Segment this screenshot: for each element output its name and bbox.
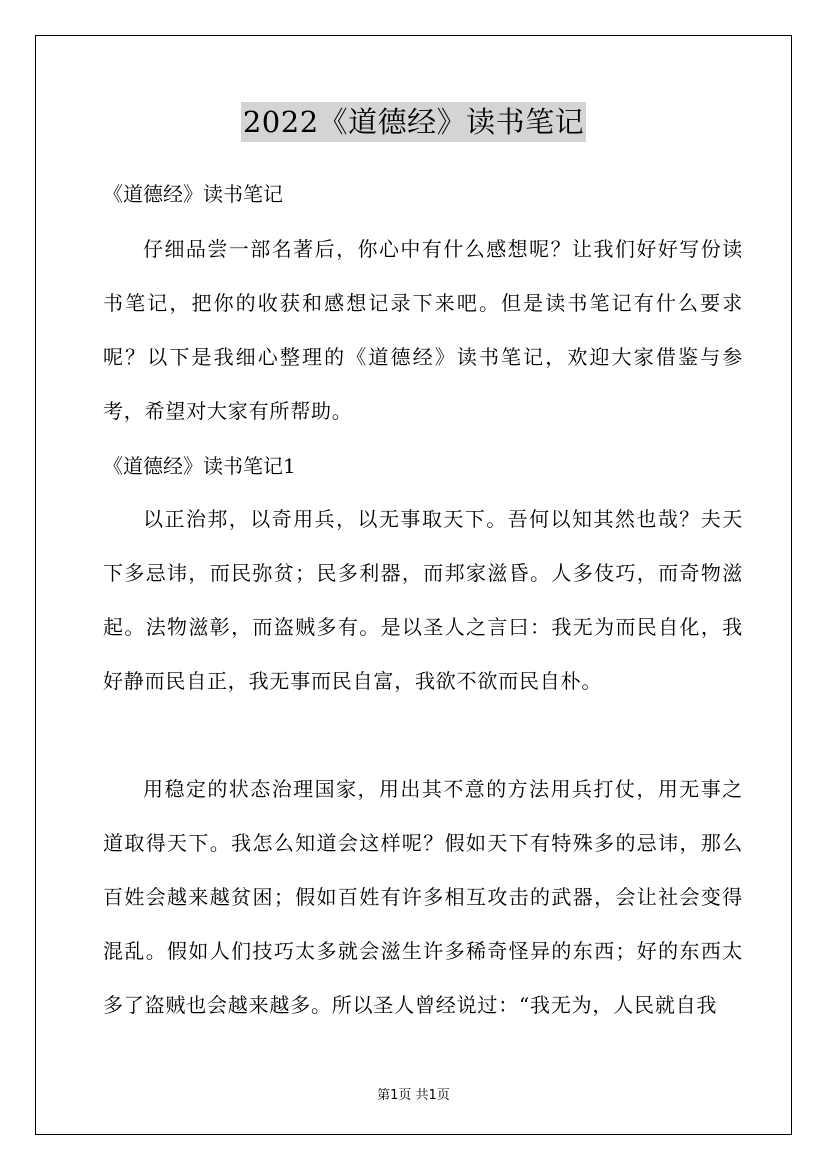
- intro-paragraph: 仔细品尝一部名著后，你心中有什么感想呢？让我们好好写份读书笔记，把你的收获和感想记录下来吧。但是读书笔记有什么要求呢？以下是我细心整理的《道德经》读书笔记，欢迎大家借鉴与参考，希望对大家有所帮助。: [103, 237, 743, 423]
- section-heading: 《道德经》读书笔记1: [103, 454, 296, 478]
- translation-paragraph: 用稳定的状态治理国家，用出其不意的方法用兵打仗，用无事之道取得天下。我怎么知道会这样呢？假如天下有特殊多的忌讳，那么百姓会越来越贫困；假如百姓有许多相互攻击的武器，会让社会变得混乱。假如人们技巧太多就会滋生许多稀奇怪异的东西；好的东西太多了盗贼也会越来越多。所以圣人曾经说过：“我无为，人民就自我: [103, 777, 743, 1017]
- document-title: 2022《道德经》读书笔记: [241, 102, 586, 142]
- title-container: [0, 102, 827, 142]
- document-subtitle: 《道德经》读书笔记: [103, 182, 283, 206]
- page-footer: 第1页 共1页: [377, 1088, 450, 1103]
- classical-text-paragraph: 以正治邦，以奇用兵，以无事取天下。吾何以知其然也哉？夫天下多忌讳，而民弥贫；民多利器，而邦家滋昏。人多伎巧，而奇物滋起。法物滋彰，而盗贼多有。是以圣人之言曰：我无为而民自化，我好静而民自正，我无事而民自富，我欲不欲而民自朴。: [103, 507, 743, 693]
